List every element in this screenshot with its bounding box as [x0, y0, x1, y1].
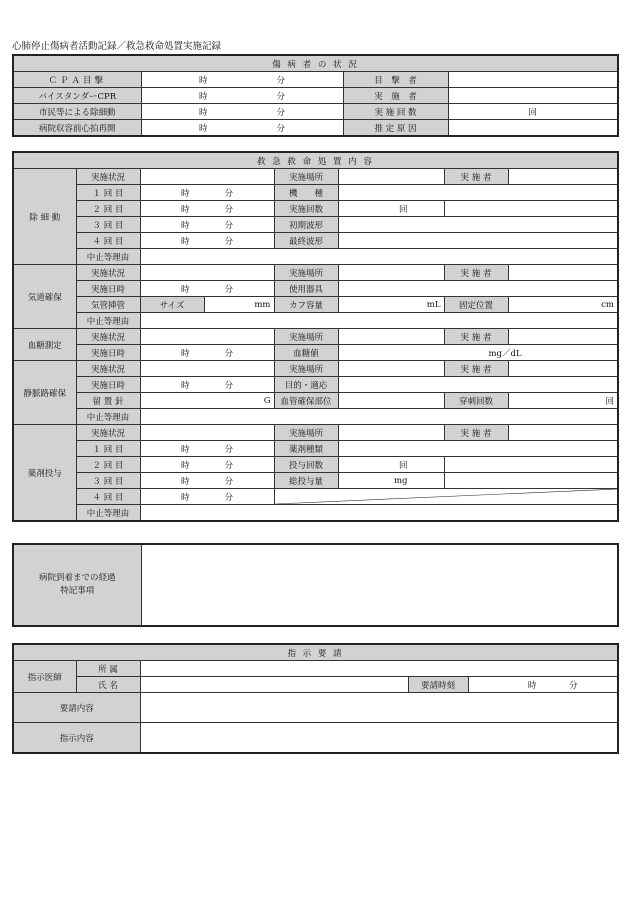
witness-label: 目 撃 者	[343, 72, 448, 88]
drug-total-value[interactable]: mg	[338, 473, 444, 489]
request-time-value[interactable]	[468, 677, 618, 693]
bystander-cpr-time[interactable]	[141, 88, 343, 104]
drug-total-extra[interactable]	[444, 473, 618, 489]
document-title: 心肺停止傷病者活動記録／救急救命処置実施記録	[12, 41, 222, 52]
hour-unit: 時	[180, 444, 190, 455]
doctor-label: 指示医師	[13, 661, 76, 693]
minute-unit: 分	[224, 492, 233, 503]
needle-label: 留 置 針	[76, 393, 140, 409]
drug-1-label: １ 回 目	[76, 441, 140, 457]
iv-purpose-value[interactable]	[338, 377, 618, 393]
defib-stop-label: 中止等理由	[76, 249, 140, 265]
drug-2-label: ２ 回 目	[76, 457, 140, 473]
puncture-label: 穿刺回数	[444, 393, 508, 409]
airway-performer-value[interactable]	[508, 265, 618, 281]
defib-4-label: ４ 回 目	[76, 233, 140, 249]
hour-unit: 時	[180, 220, 190, 231]
drug-stop-label: 中止等理由	[76, 505, 140, 522]
airway-label: 気道確保	[13, 265, 76, 329]
cause-label: 推 定 原 因	[343, 120, 448, 137]
affiliation-value[interactable]	[140, 661, 618, 677]
instruction-content-value[interactable]	[140, 723, 618, 754]
vessel-site-label: 血管確保部位	[274, 393, 338, 409]
hour-unit: 時	[180, 348, 190, 359]
minute-unit: 分	[276, 75, 285, 86]
glucose-performer-label: 実 施 者	[444, 329, 508, 345]
minute-unit: 分	[224, 460, 233, 471]
iv-stop-value[interactable]	[140, 409, 618, 425]
progress-notes-label: 病院到着までの経過 特記事項	[13, 544, 141, 626]
cpa-witness-time[interactable]	[141, 72, 343, 88]
hour-unit: 時	[198, 107, 208, 118]
drug-4-label: ４ 回 目	[76, 489, 140, 505]
hour-unit: 時	[180, 492, 190, 503]
drug-status-value[interactable]	[140, 425, 274, 441]
minute-unit: 分	[224, 348, 233, 359]
airway-place-value[interactable]	[338, 265, 444, 281]
rosc-time[interactable]	[141, 120, 343, 137]
defib-initial-wave-label: 初期波形	[274, 217, 338, 233]
airway-date-label: 実施日時	[76, 281, 140, 297]
defib-2-label: ２ 回 目	[76, 201, 140, 217]
doctor-name-label: 氏 名	[76, 677, 140, 693]
drug-performer-label: 実 施 者	[444, 425, 508, 441]
minute-unit: 分	[276, 91, 285, 102]
glucose-date-label: 実施日時	[76, 345, 140, 361]
airway-place-label: 実施場所	[274, 265, 338, 281]
patient-status-table	[12, 54, 619, 137]
defib-status-label: 実施状況	[76, 169, 140, 185]
drug-type-value[interactable]	[338, 441, 618, 457]
defib-count-label: 実施回数	[274, 201, 338, 217]
minute-unit: 分	[224, 220, 233, 231]
airway-stop-value[interactable]	[140, 313, 618, 329]
drug-status-label: 実施状況	[76, 425, 140, 441]
glucose-date-time[interactable]	[140, 345, 274, 361]
request-content-label: 要請内容	[13, 693, 140, 723]
request-time-label: 要請時刻	[408, 677, 468, 693]
minute-unit: 分	[224, 188, 233, 199]
drug-performer-value[interactable]	[508, 425, 618, 441]
iv-status-label: 実施状況	[76, 361, 140, 377]
needle-value[interactable]: G	[140, 393, 274, 409]
fix-position-label: 固定位置	[444, 297, 508, 313]
vessel-site-value[interactable]	[338, 393, 444, 409]
drug-3-label: ３ 回 目	[76, 473, 140, 489]
performer-value[interactable]	[448, 88, 618, 104]
glucose-status-value[interactable]	[140, 329, 274, 345]
hour-unit: 時	[180, 236, 190, 247]
tube-size-value[interactable]: mm	[204, 297, 274, 313]
hour-unit: 時	[180, 188, 190, 199]
progress-notes-table	[12, 543, 619, 627]
drug-2-time[interactable]	[140, 457, 274, 473]
citizen-defib-time[interactable]	[141, 104, 343, 120]
defib-1-time[interactable]	[140, 185, 274, 201]
airway-device-value[interactable]	[338, 281, 618, 297]
minute-unit: 分	[224, 380, 233, 391]
defib-final-wave-label: 最終波形	[274, 233, 338, 249]
bystander-cpr-label: バイスタンダーCPR	[13, 88, 141, 104]
minute-unit: 分	[224, 236, 233, 247]
drug-count-value[interactable]: 回	[338, 457, 444, 473]
fix-position-value[interactable]: cm	[508, 297, 618, 313]
tube-size-label: サイズ	[140, 297, 204, 313]
hour-unit: 時	[198, 75, 208, 86]
defib-place-value[interactable]	[338, 169, 444, 185]
airway-date-time[interactable]	[140, 281, 274, 297]
defib-model-label: 機 種	[274, 185, 338, 201]
hour-unit: 時	[180, 204, 190, 215]
iv-place-value[interactable]	[338, 361, 444, 377]
defib-stop-value[interactable]	[140, 249, 618, 265]
drug-1-time[interactable]	[140, 441, 274, 457]
cpa-witness-label: ＣＰＡ目撃	[13, 72, 141, 88]
instruction-header: 指 示 要 請	[13, 644, 618, 661]
defib-4-time[interactable]	[140, 233, 274, 249]
iv-purpose-label: 目的・適応	[274, 377, 338, 393]
drug-stop-value[interactable]	[140, 505, 618, 522]
defib-performer-value[interactable]	[508, 169, 618, 185]
hour-unit: 時	[198, 123, 208, 134]
drug-count-extra[interactable]	[444, 457, 618, 473]
defib-1-label: １ 回 目	[76, 185, 140, 201]
glucose-place-label: 実施場所	[274, 329, 338, 345]
iv-performer-label: 実 施 者	[444, 361, 508, 377]
defib-count-extra[interactable]	[444, 201, 618, 217]
defib-model-value[interactable]	[338, 185, 618, 201]
procedure-header: 救 急 救 命 処 置 内 容	[13, 152, 618, 169]
minute-unit: 分	[224, 204, 233, 215]
iv-label: 静脈路確保	[13, 361, 76, 425]
defib-3-label: ３ 回 目	[76, 217, 140, 233]
hour-unit: 時	[180, 284, 190, 295]
count-value[interactable]: 回	[448, 104, 618, 120]
defib-final-wave-value[interactable]	[338, 233, 618, 249]
cuff-label: カフ容量	[274, 297, 338, 313]
instruction-content-label: 指示内容	[13, 723, 140, 754]
glucose-performer-value[interactable]	[508, 329, 618, 345]
drug-type-label: 薬剤種類	[274, 441, 338, 457]
doctor-name-value[interactable]	[140, 677, 408, 693]
airway-status-label: 実施状況	[76, 265, 140, 281]
drug-label: 薬剤投与	[13, 425, 76, 522]
drug-place-label: 実施場所	[274, 425, 338, 441]
performer-label: 実 施 者	[343, 88, 448, 104]
patient-status-header: 傷 病 者 の 状 況	[13, 55, 618, 72]
iv-stop-label: 中止等理由	[76, 409, 140, 425]
defib-status-value[interactable]	[140, 169, 274, 185]
airway-device-label: 使用器具	[274, 281, 338, 297]
defib-3-time[interactable]	[140, 217, 274, 233]
iv-performer-value[interactable]	[508, 361, 618, 377]
defib-label: 除 細 動	[13, 169, 76, 265]
defib-place-label: 実施場所	[274, 169, 338, 185]
drug-diagonal-cell	[274, 489, 618, 505]
hour-unit: 時	[180, 476, 190, 487]
airway-status-value[interactable]	[140, 265, 274, 281]
minute-unit: 分	[276, 123, 285, 134]
cause-value[interactable]	[448, 120, 618, 137]
citizen-defib-label: 市民等による除細動	[13, 104, 141, 120]
request-content-value[interactable]	[140, 693, 618, 723]
minute-unit: 分	[224, 284, 233, 295]
hour-unit: 時	[527, 680, 537, 691]
drug-3-time[interactable]	[140, 473, 274, 489]
intubation-label: 気管挿管	[76, 297, 140, 313]
minute-unit: 分	[224, 476, 233, 487]
defib-2-time[interactable]	[140, 201, 274, 217]
affiliation-label: 所 属	[76, 661, 140, 677]
drug-4-time[interactable]	[140, 489, 274, 505]
glucose-value[interactable]: mg／dL	[338, 345, 618, 361]
hour-unit: 時	[198, 91, 208, 102]
instruction-table	[12, 643, 619, 754]
witness-value[interactable]	[448, 72, 618, 88]
minute-unit: 分	[224, 444, 233, 455]
progress-notes-value[interactable]	[141, 544, 618, 626]
cuff-value[interactable]: mL	[338, 297, 444, 313]
defib-initial-wave-value[interactable]	[338, 217, 618, 233]
drug-total-label: 総投与量	[274, 473, 338, 489]
hour-unit: 時	[180, 380, 190, 391]
iv-status-value[interactable]	[140, 361, 274, 377]
minute-unit: 分	[276, 107, 285, 118]
airway-stop-label: 中止等理由	[76, 313, 140, 329]
count-label: 実 施 回 数	[343, 104, 448, 120]
minute-unit: 分	[569, 680, 578, 691]
iv-place-label: 実施場所	[274, 361, 338, 377]
puncture-value[interactable]: 回	[508, 393, 618, 409]
glucose-value-label: 血糖値	[274, 345, 338, 361]
diagonal-line	[275, 489, 618, 504]
drug-count-label: 投与回数	[274, 457, 338, 473]
glucose-status-label: 実施状況	[76, 329, 140, 345]
iv-date-time[interactable]	[140, 377, 274, 393]
defib-count-value[interactable]: 回	[338, 201, 444, 217]
rosc-label: 病院収容前心拍再開	[13, 120, 141, 137]
hour-unit: 時	[180, 460, 190, 471]
defib-performer-label: 実 施 者	[444, 169, 508, 185]
drug-place-value[interactable]	[338, 425, 444, 441]
glucose-place-value[interactable]	[338, 329, 444, 345]
iv-date-label: 実施日時	[76, 377, 140, 393]
procedure-table	[12, 151, 619, 522]
glucose-label: 血糖測定	[13, 329, 76, 361]
airway-performer-label: 実 施 者	[444, 265, 508, 281]
